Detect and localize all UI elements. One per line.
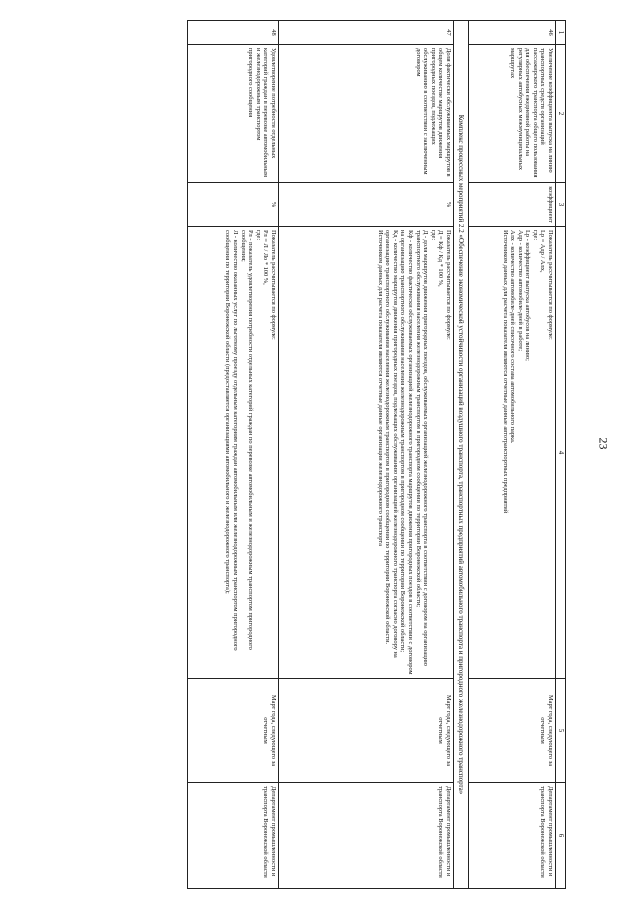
formula-line: Д = Кф / Кд * 100 %, [437,230,445,287]
unit-cell: коэффициент [469,183,556,227]
indicator-table [187,20,566,889]
formula-line: Показатель рассчитывается по формуле: [444,230,452,340]
formula-line: Источником данных для расчета показателя являются отчетные данные организации железнодорожного транспорта [376,230,384,547]
formula-line: где: [254,230,262,241]
formula-cell [187,227,278,679]
formula-line: Lр = Aдр / Aлх, [539,230,547,273]
unit-cell: % [278,183,453,227]
deadline-cell: Март года, следующего за отчетным [469,679,556,783]
section-row [453,21,468,889]
formula-line: Рл - показатель удовлетворения потребности отдельных категорий граждан по перевозке автомобильным и железнодорожным транспортом пригородного сообщения; [239,230,255,650]
header-col-5: 5 [556,679,566,783]
formula-line: Рл = Л / Ло * 100 %, [262,230,270,285]
deadline-cell: Март года, следующего за отчетным [187,679,278,783]
row-number: 48 [187,21,278,45]
section-title: Комплекс процессных мероприятий 2.2 «Обеспечение экономической устойчивости организаций воздушного транспорта, транспортных предприятий автомобильного транспорта и пригородного железнодорожного транспорта» [453,21,468,889]
header-col-2: 2 [556,45,566,183]
formula-line: Показатель рассчитывается по формуле: [269,230,277,340]
header-col-1: 1 [556,21,566,45]
rotated-table-page [42,12,582,892]
unit-cell: % [187,183,278,227]
formula-line: где: [429,230,437,241]
header-col-4: 4 [556,227,566,679]
page-number: 23 [596,437,611,450]
formula-cell [469,227,556,679]
row-number: 46 [469,21,556,45]
responsible-cell: Департамент промышленности и транспорта Воронежской области [187,783,278,889]
header-col-6: 6 [556,783,566,889]
header-col-3: 3 [556,183,566,227]
formula-line: Кд - количество маршрутов движения пригородных поездов, подлежащих обслуживанию организацией железнодорожного транспорта согласно договору на организацию транспортного обслуживания населения железнодорожным транспортом в пригородном сообщении по территории Воронежской области. [384,230,399,658]
formula-line: Aлх - количество автомобиле-дней списочного состава автомобильного парка. [509,230,517,444]
formula-line: Показатель рассчитывается по формуле: [547,230,554,340]
formula-line: Lр - коэффициент выпуска автобусов на линию; [524,230,532,361]
formula-line: Источником данных для расчета показателя являются отчетные данные автотранспортных предприятий [501,230,509,514]
formula-line: где: [531,230,539,241]
formula-line: Aдр - количество автомобиле-дней в работе; [516,230,524,351]
responsible-cell: Департамент промышленности и транспорта Воронежской области [469,783,556,889]
table-header-row [556,21,566,889]
row-number: 47 [278,21,453,45]
formula-cell [278,227,453,679]
formula-line: Д - доля маршрутов движения пригородных поездов, обслуживаемых организацией железнодорожного транспорта в соответствии с договором на организацию транспортного обслуживания населения железнодорожным транспортом в пригородном сообщении по территории Воронежской области; [414,230,430,666]
deadline-cell: Март года, следующего за отчетным [278,679,453,783]
table-row [278,21,453,889]
responsible-cell: Департамент промышленности и транспорта Воронежской области [278,783,453,889]
indicator-name: Удовлетворение потребности отдельных категорий граждан в перевозке автомобильным и железнодорожным транспортом пригородного сообщения [187,45,278,183]
table-row [469,21,556,889]
formula-line: Кф - количество фактически обслуживаемых организацией железнодорожного транспорта маршрутов движения пригородных поездов в соответствии с договором на организацию транспортного обслуживания населения железнодорожным транспортом в пригородном сообщении по территории Воронежской области; [399,230,415,675]
table-row [187,21,278,889]
indicator-name: Доля фактически обслуживаемых маршрутов в общем количестве маршрутов движения пригородных поездов, подлежащих обслуживанию в соответствии с заключенным договором [278,45,453,183]
formula-line: Л - количество оказанных услуг по льготному проезду отдельным категориям граждан автомобильным или железнодорожным транспортом пригородного сообщения по территории Воронежской области (предоставляется организациями автомобильного и железнодорожного транспорта); [224,230,240,651]
indicator-name: Увеличение коэффициента выпуска на линию транспортных средств организаций пассажирского транспорта общего пользования для обеспечения ежедневной работы на регулярных автобусных межмуниципальных маршрутах [469,45,556,183]
